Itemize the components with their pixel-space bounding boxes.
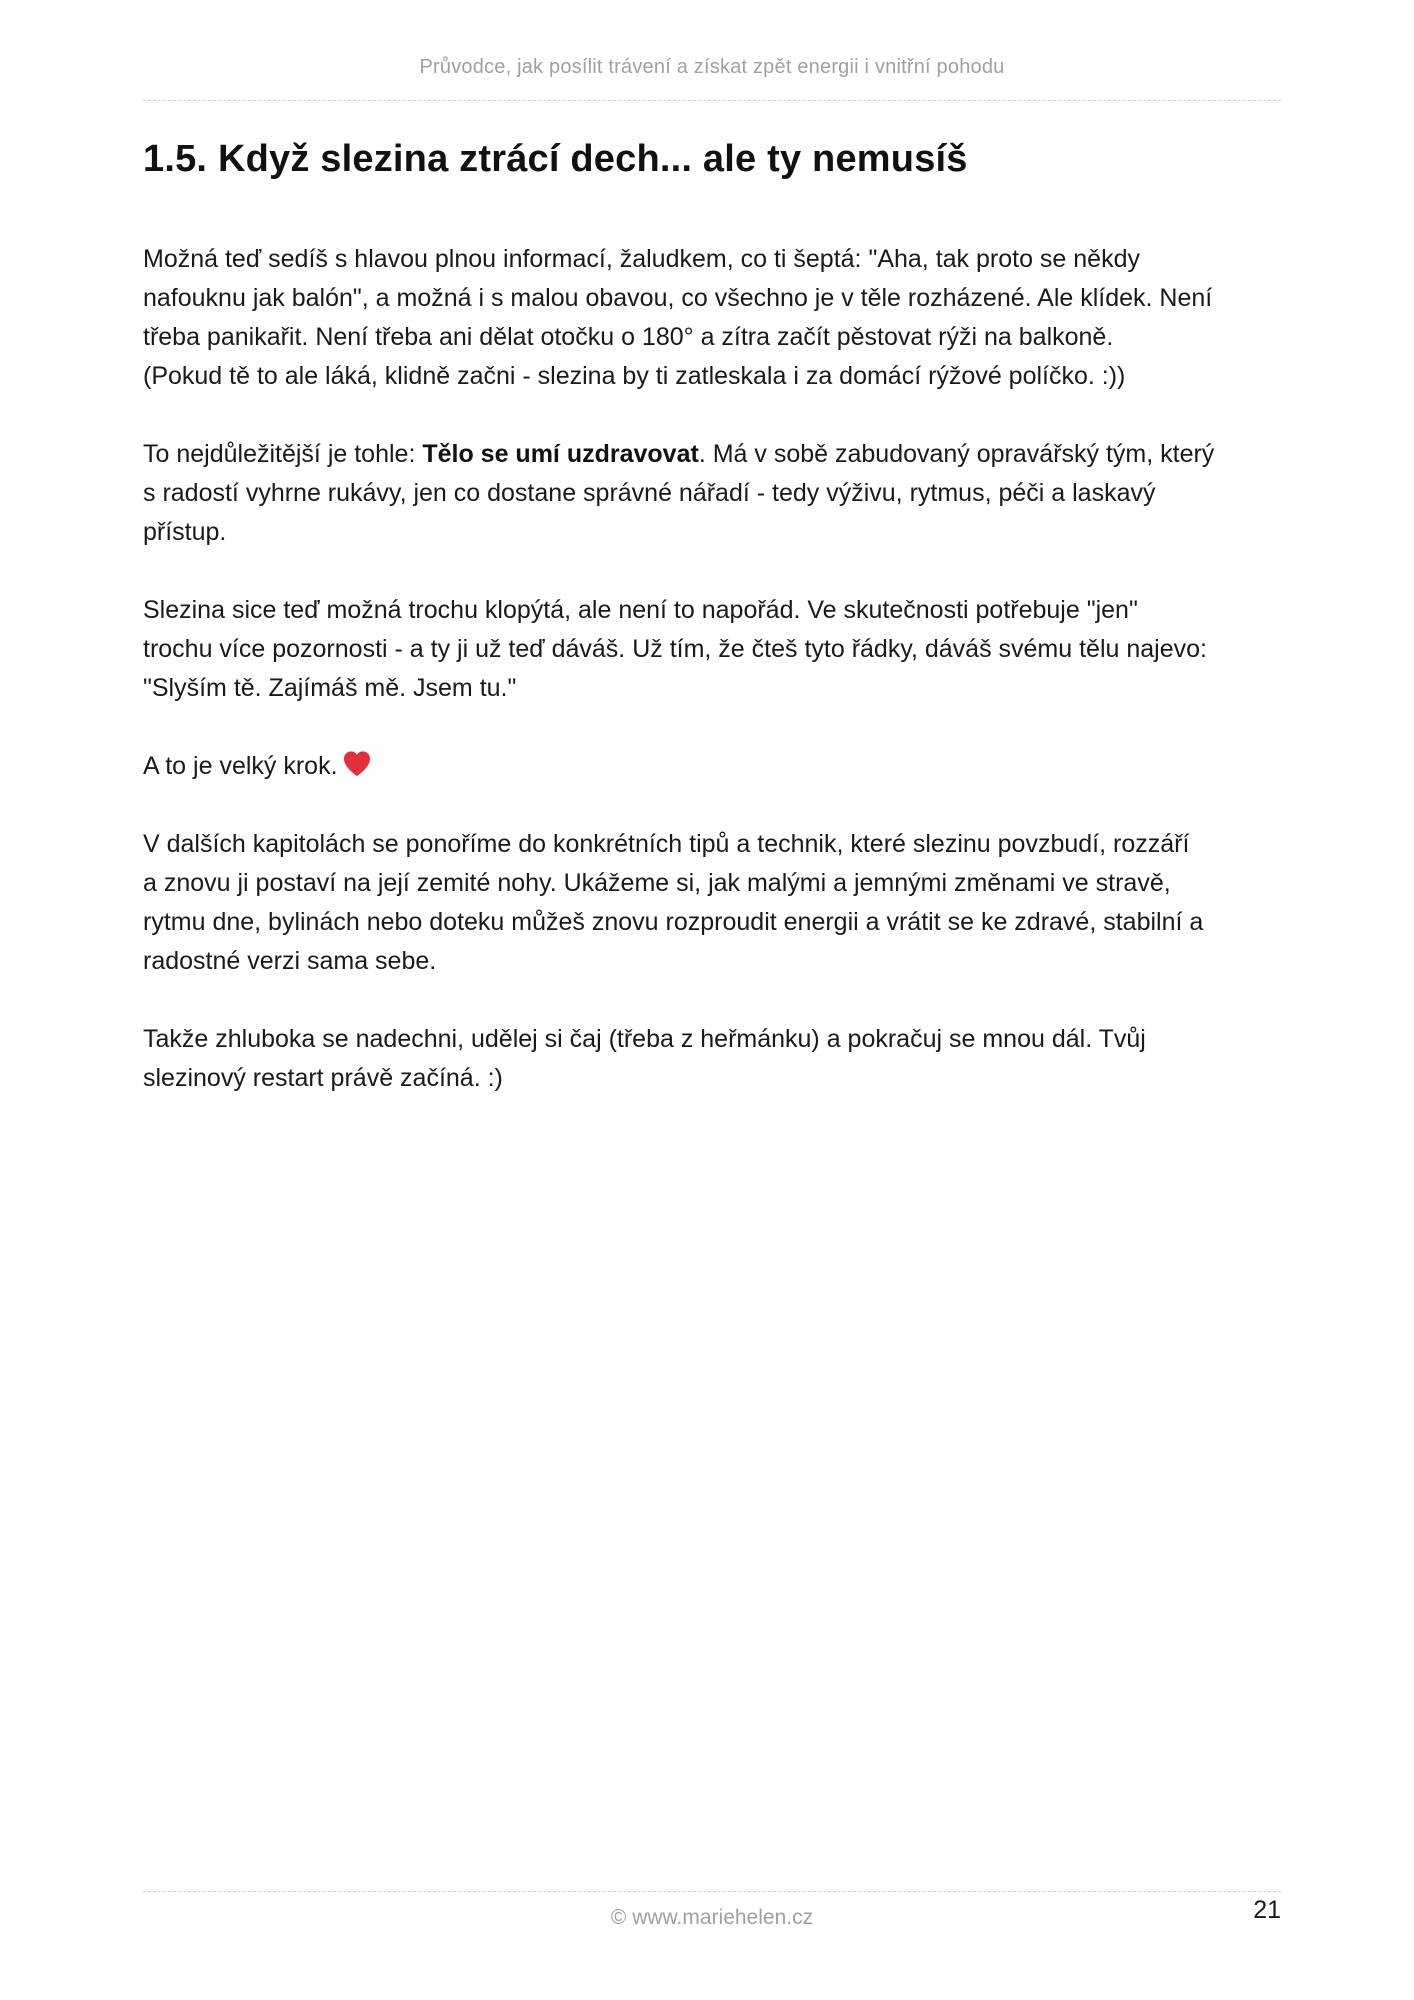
header-divider xyxy=(143,100,1281,101)
footer-copyright: © www.mariehelen.cz xyxy=(610,1906,814,1929)
paragraph-2 xyxy=(143,435,1283,552)
paragraph-5-line: V dalších kapitolách se ponoříme do konkrétních tipů a technik, které slezinu povzbudí, rozzáří xyxy=(143,830,1190,858)
paragraph-3-line: "Slyším tě. Zajímáš mě. Jsem tu." xyxy=(143,674,517,702)
section-title: 1.5. Když slezina ztrácí dech... ale ty nemusíš xyxy=(143,138,968,180)
paragraph-1-line: (Pokud tě to ale láká, klidně začni - slezina by ti zatleskala i za domácí rýžové políčko. :)) xyxy=(143,362,1126,390)
paragraph-4 xyxy=(143,747,1283,786)
paragraph-3 xyxy=(143,591,1283,708)
paragraph-1-line: třeba panikařit. Není třeba ani dělat otočku o 180° a zítra začít pěstovat rýži na balkoně. xyxy=(143,323,1114,351)
paragraph-2-line: přístup. xyxy=(143,518,227,546)
paragraph-5-line: rytmu dne, bylinách nebo doteku můžeš znovu rozproudit energii a vrátit se ke zdravé, stabilní a xyxy=(143,908,1204,936)
heart-icon xyxy=(342,750,372,777)
paragraph-1-line: nafouknu jak balón", a možná i s malou obavou, co všechno je v těle rozházené. Ale klídek. Není xyxy=(143,284,1213,312)
page-number: 21 xyxy=(1253,1896,1281,1924)
paragraph-5 xyxy=(143,825,1283,981)
paragraph-3-line: Slezina sice teď možná trochu klopýtá, ale není to napořád. Ve skutečnosti potřebuje "jen" xyxy=(143,596,1138,624)
paragraph-2-line: s radostí vyhrne rukávy, jen co dostane správné nářadí - tedy výživu, rytmus, péči a laskavý xyxy=(143,479,1156,507)
paragraph-6-line: Takže zhluboka se nadechni, udělej si čaj (třeba z heřmánku) a pokračuj se mnou dál. Tvůj xyxy=(143,1025,1146,1053)
emphasis-text: Tělo se umí uzdravovat xyxy=(422,440,699,468)
paragraph-6-line: slezinový restart právě začíná. :) xyxy=(143,1064,503,1092)
paragraph-4-line xyxy=(143,747,1283,786)
paragraph-2-lead: To nejdůležitější je tohle: xyxy=(143,440,423,468)
body-text xyxy=(143,240,1283,1137)
paragraph-3-line: trochu více pozornosti - a ty ji už teď dáváš. Už tím, že čteš tyto řádky, dáváš svému tělu najevo: xyxy=(143,635,1207,663)
paragraph-6 xyxy=(143,1020,1283,1098)
paragraph-4-text: A to je velký krok. xyxy=(143,752,338,780)
paragraph-5-line: radostné verzi sama sebe. xyxy=(143,947,437,975)
paragraph-2-rest: . Má v sobě zabudovaný opravářský tým, který xyxy=(698,440,1215,468)
footer-divider xyxy=(143,1891,1281,1892)
paragraph-1 xyxy=(143,240,1283,396)
paragraph-5-line: a znovu ji postaví na její zemité nohy. Ukážeme si, jak malými a jemnými změnami ve stravě, xyxy=(143,869,1171,897)
paragraph-2-line xyxy=(143,435,1283,474)
running-header: Průvodce, jak posílit trávení a získat zpět energii i vnitřní pohodu xyxy=(419,56,1005,78)
paragraph-1-line: Možná teď sedíš s hlavou plnou informací, žaludkem, co ti šeptá: "Aha, tak proto se někdy xyxy=(143,245,1140,273)
